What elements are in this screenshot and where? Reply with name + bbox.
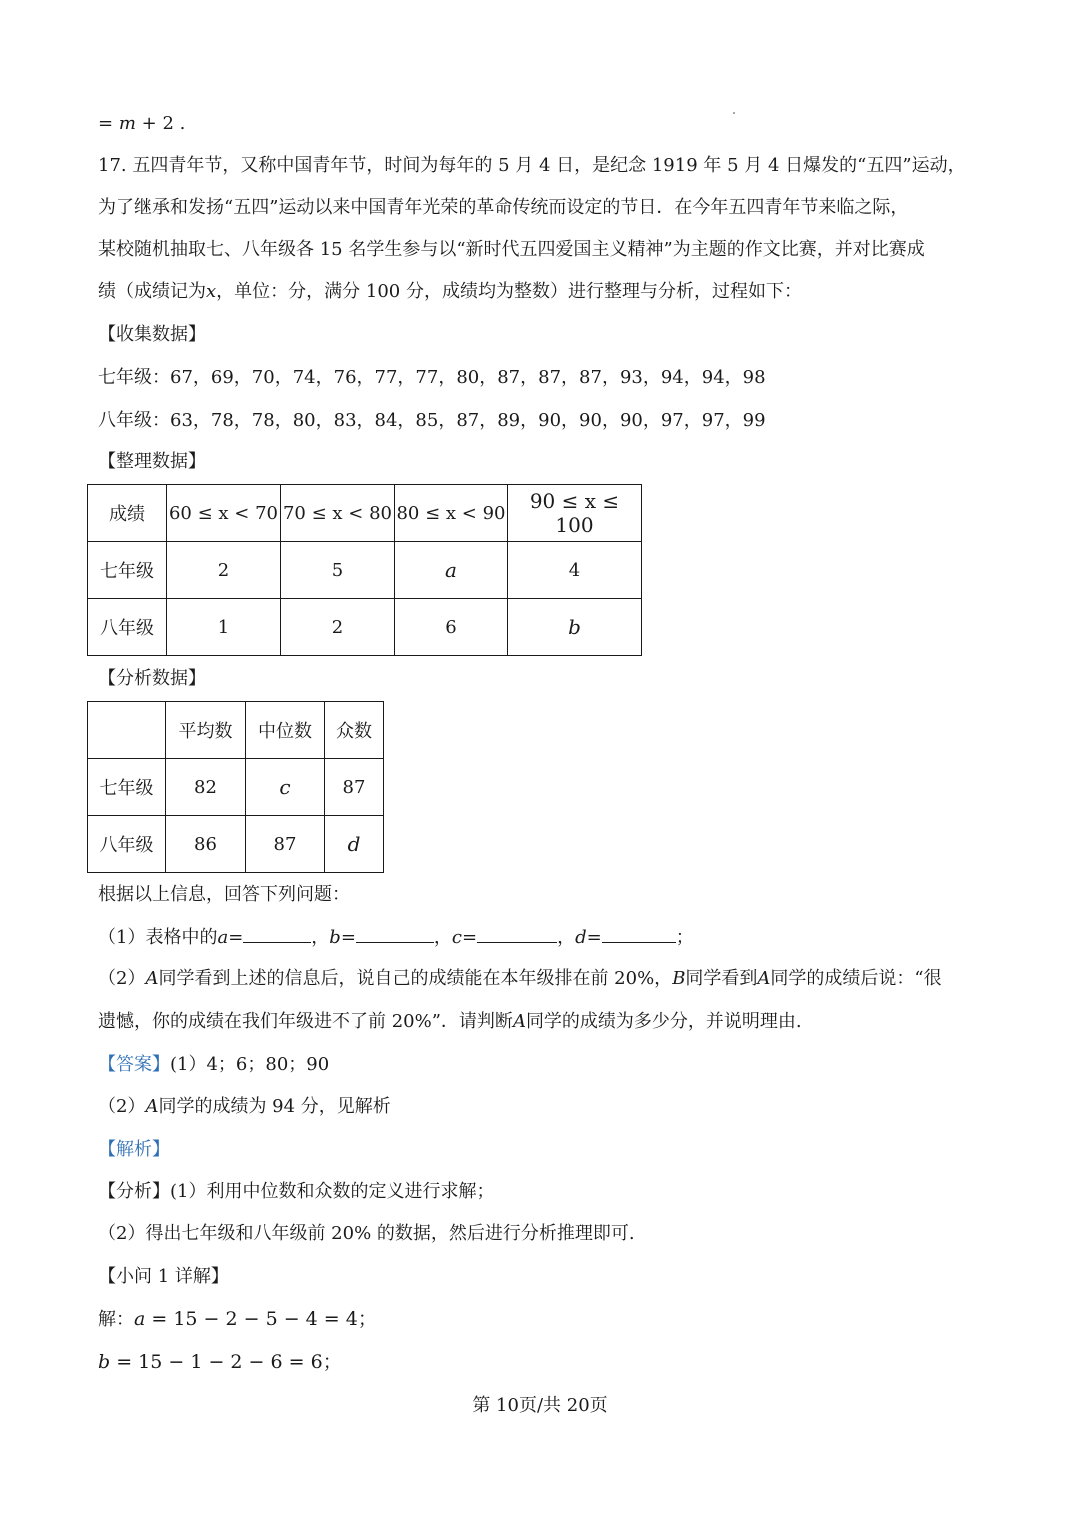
top-equation-line xyxy=(98,111,185,137)
equation-rest: + 2 . xyxy=(141,113,186,134)
cell: 87 xyxy=(325,759,384,816)
cell-variable-c: c xyxy=(246,759,325,816)
header-median: 中位数 xyxy=(246,702,325,759)
cell: 2 xyxy=(281,599,395,656)
scan-speck xyxy=(733,112,735,114)
answer-prefix: （2） xyxy=(98,1096,146,1117)
organize-data-title: 【整理数据】 xyxy=(98,451,206,472)
student-A: A xyxy=(145,968,159,989)
variable-b: b xyxy=(329,927,341,948)
solution-expression-b: = 15 − 1 − 2 − 6 = 6； xyxy=(110,1351,342,1373)
q2-prefix: （2） xyxy=(98,968,146,989)
q1-prefix: （1）表格中的 xyxy=(98,927,218,948)
cell-variable-d: d xyxy=(325,816,384,873)
grade8-scores: 八年级：63，78，78，80，83，84，85，87，89，90，90，90，97，97，99 xyxy=(98,410,766,431)
cell: 4 xyxy=(508,542,642,599)
solution-line-b xyxy=(98,1349,342,1375)
cell: 82 xyxy=(166,759,246,816)
fenxi-line-1 xyxy=(98,1179,494,1205)
row-label-grade7: 七年级 xyxy=(88,542,167,599)
analyze-data-title: 【分析数据】 xyxy=(98,668,206,689)
answer-text: (1）4；6；80；90 xyxy=(170,1054,330,1075)
fenxi-text: (1）利用中位数和众数的定义进行求解； xyxy=(170,1181,495,1202)
comma: ， xyxy=(311,927,330,948)
question-line-4-end: ，单位：分，满分 100 分，成绩均为整数）进行整理与分析，过程如下： xyxy=(216,281,802,302)
question-line-3: 某校随机抽取七、八年级各 15 名学生参与以“新时代五四爱国主义精神”为主题的作文比赛，并对比赛成 xyxy=(98,239,925,260)
q2-text: 同学的成绩后说：“很 xyxy=(770,968,942,989)
student-A: A xyxy=(757,968,771,989)
variable-m: m xyxy=(118,113,136,134)
variable-d: d xyxy=(575,927,587,948)
question-1-line xyxy=(98,924,694,951)
question-line-4-start: 绩（成绩记为 xyxy=(98,281,206,302)
cell: 6 xyxy=(395,599,508,656)
solution-expression-a: = 15 − 2 − 5 − 4 = 4； xyxy=(145,1308,377,1330)
question-line-4 xyxy=(98,279,802,305)
answer-blank-b[interactable] xyxy=(356,924,434,943)
comma: ， xyxy=(433,927,452,948)
equals-sign: = xyxy=(340,927,356,948)
header-mean: 平均数 xyxy=(166,702,246,759)
q2-text: 同学看到 xyxy=(685,968,758,989)
collect-data-title: 【收集数据】 xyxy=(98,324,206,345)
answer-blank-d[interactable] xyxy=(602,924,676,943)
answer-line-1 xyxy=(98,1052,329,1078)
question-2-line-1 xyxy=(98,966,942,992)
grade7-scores: 七年级：67，69，70，74，76，77，77，80，87，87，87，93，94，94，98 xyxy=(98,367,766,388)
equals-sign: = xyxy=(98,113,114,134)
row-label-grade8: 八年级 xyxy=(88,816,166,873)
answer-label: 【答案】 xyxy=(98,1054,170,1075)
q2-text: 遗憾，你的成绩在我们年级进不了前 20%”．请判断 xyxy=(98,1011,513,1032)
solution-line-a xyxy=(98,1306,377,1333)
detail-label: 【小问 1 详解】 xyxy=(98,1266,229,1287)
variable-c: c xyxy=(451,927,462,948)
prompt-line: 根据以上信息，回答下列问题： xyxy=(98,884,350,905)
header-range-90-100: 90 ≤ x ≤ 100 xyxy=(508,485,642,542)
header-range-60-70: 60 ≤ x < 70 xyxy=(167,485,281,542)
student-A: A xyxy=(512,1011,526,1032)
row-label-grade7: 七年级 xyxy=(88,759,166,816)
header-score: 成绩 xyxy=(88,485,167,542)
answer-blank-c[interactable] xyxy=(477,924,557,943)
q2-text: 同学的成绩为多少分，并说明理由. xyxy=(525,1011,802,1032)
variable-a: a xyxy=(134,1308,146,1330)
equals-sign: = xyxy=(586,927,602,948)
answer-text: 同学的成绩为 94 分，见解析 xyxy=(158,1096,391,1117)
comma: ， xyxy=(557,927,576,948)
question-line-2: 为了继承和发扬“五四”运动以来中国青年光荣的革命传统而设定的节日．在今年五四青年节来临之际， xyxy=(98,197,909,218)
cell-variable-a: a xyxy=(395,542,508,599)
analysis-label: 【解析】 xyxy=(98,1139,170,1160)
variable-b: b xyxy=(98,1351,111,1373)
equals-sign: = xyxy=(228,927,244,948)
fenxi-line-2: （2）得出七年级和八年级前 20% 的数据，然后进行分析推理即可. xyxy=(98,1223,635,1244)
row-label-grade8: 八年级 xyxy=(88,599,167,656)
fenxi-label: 【分析】 xyxy=(98,1181,170,1202)
frequency-table xyxy=(87,484,642,656)
header-mode: 众数 xyxy=(325,702,384,759)
equals-sign: = xyxy=(462,927,478,948)
answer-line-2 xyxy=(98,1094,391,1120)
header-range-70-80: 70 ≤ x < 80 xyxy=(281,485,395,542)
cell-variable-b: b xyxy=(508,599,642,656)
statistics-table xyxy=(87,701,384,873)
cell: 1 xyxy=(167,599,281,656)
cell: 87 xyxy=(246,816,325,873)
variable-a: a xyxy=(217,927,229,948)
question-line-1: 17. 五四青年节，又称中国青年节，时间为每年的 5 月 4 日，是纪念 1919 年 5 月 4 日爆发的“五四”运动， xyxy=(98,155,966,176)
cell: 86 xyxy=(166,816,246,873)
student-A: A xyxy=(145,1096,159,1117)
solution-prefix: 解： xyxy=(98,1309,134,1330)
variable-x: x xyxy=(206,281,217,302)
header-range-80-90: 80 ≤ x < 90 xyxy=(395,485,508,542)
semicolon: ； xyxy=(675,927,694,948)
header-empty xyxy=(88,702,166,759)
answer-blank-a[interactable] xyxy=(243,924,311,943)
q2-text: 同学看到上述的信息后，说自己的成绩能在本年级排在前 20%， xyxy=(158,968,673,989)
cell: 5 xyxy=(281,542,395,599)
page-footer: 第 10页/共 20页 xyxy=(472,1395,608,1416)
question-2-line-2 xyxy=(98,1009,802,1035)
student-B: B xyxy=(672,968,686,989)
cell: 2 xyxy=(167,542,281,599)
